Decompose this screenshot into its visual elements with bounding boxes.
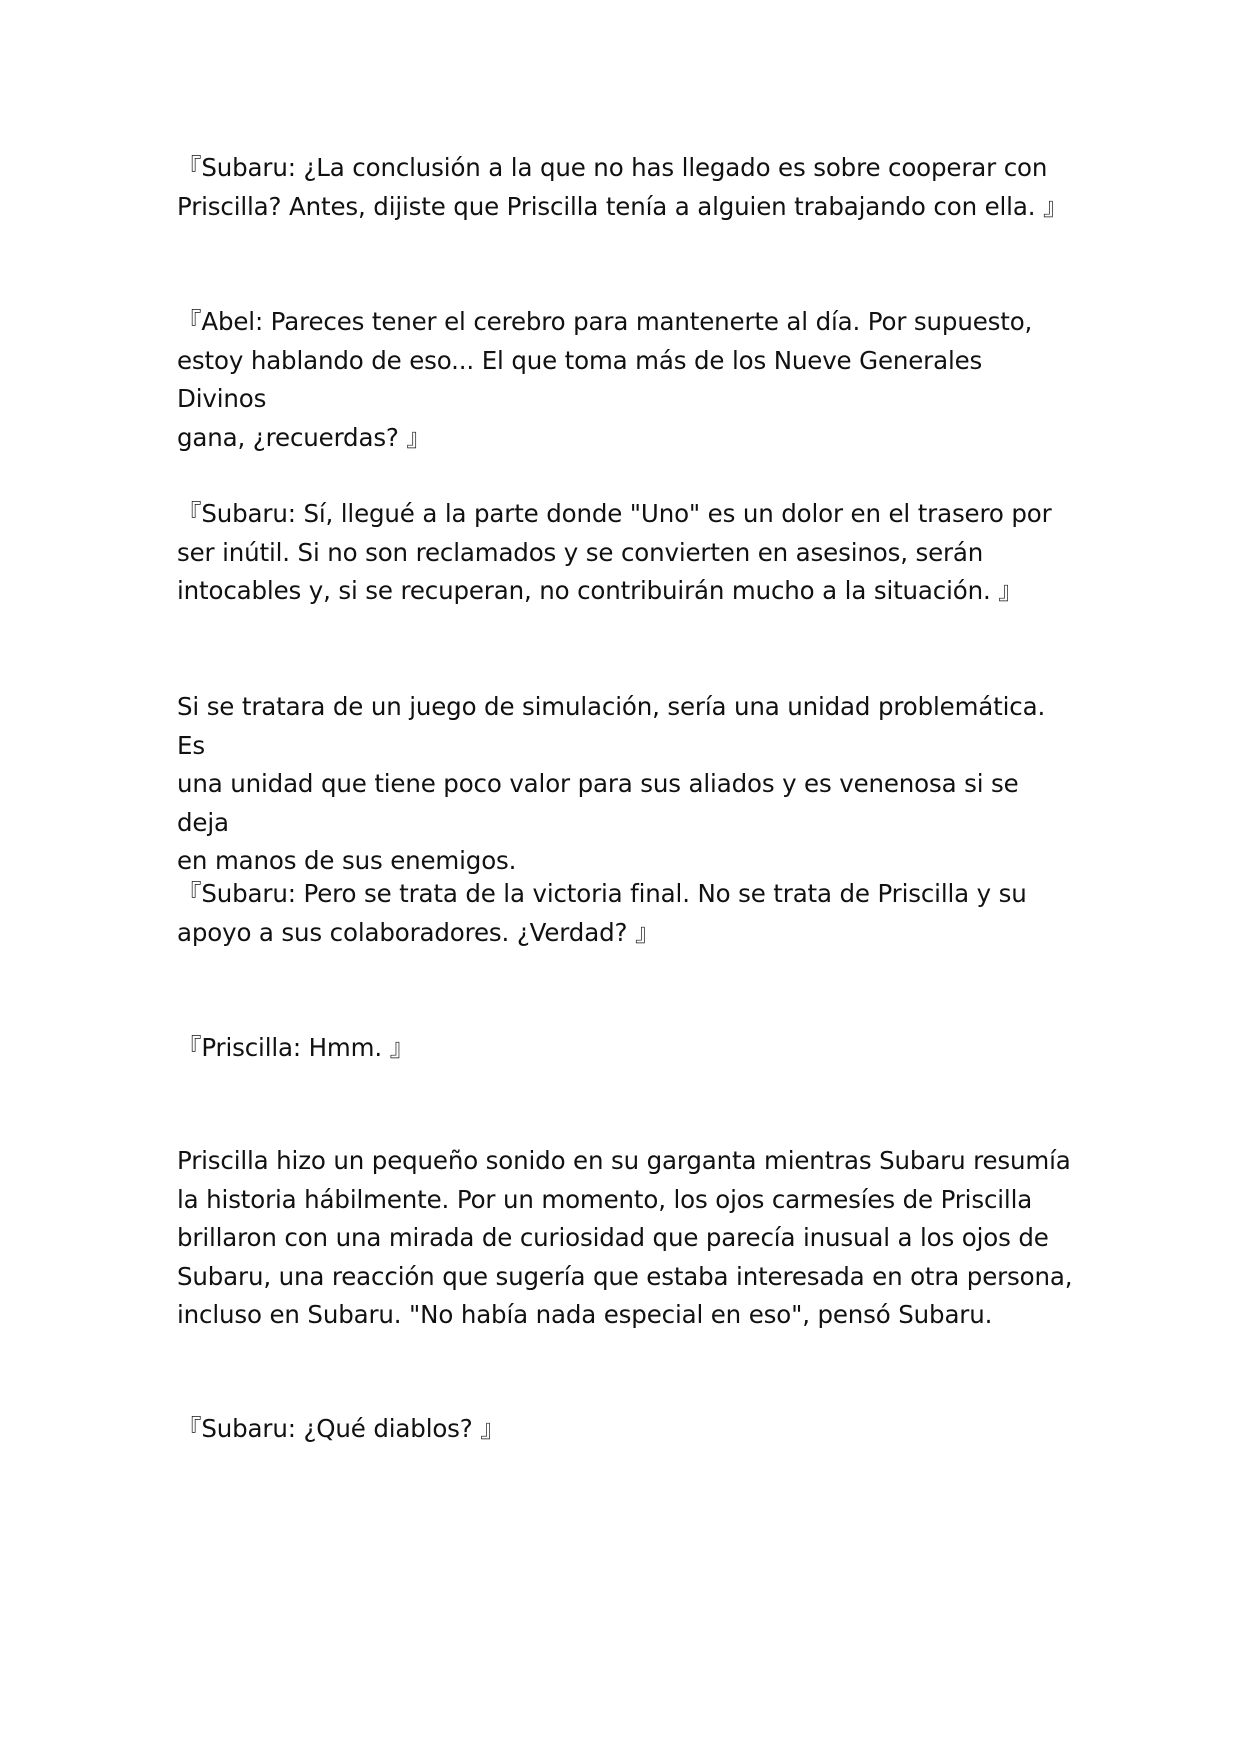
dialogue-paragraph: 『Subaru: ¿La conclusión a la que no has llegado es sobre cooperar con Priscilla? Antes, dijiste que Priscilla tenía a alguien trabajando con ella. 』 bbox=[177, 153, 1068, 221]
narration-paragraph: Si se tratara de un juego de simulación, sería una unidad problemática. Es una unidad que tiene poco valor para sus aliados y es venenosa si se deja en manos de sus enemigos. bbox=[177, 692, 1046, 875]
dialogue-paragraph: 『Subaru: Pero se trata de la victoria final. No se trata de Priscilla y su apoyo a sus colaboradores. ¿Verdad? 』 bbox=[177, 879, 1027, 947]
dialogue-paragraph: 『Subaru: ¿Qué diablos? 』 bbox=[177, 1414, 505, 1443]
dialogue-paragraph: 『Priscilla: Hmm. 』 bbox=[177, 1033, 414, 1062]
dialogue-paragraph: 『Abel: Pareces tener el cerebro para mantenerte al día. Por supuesto, estoy hablando de eso... El que toma más de los Nueve Generales Divinos gana, ¿recuerdas? 』 bbox=[177, 307, 1033, 452]
dialogue-paragraph: 『Subaru: Sí, llegué a la parte donde "Uno" es un dolor en el trasero por ser inútil. Si no son reclamados y se convierten en asesinos, serán intocables y, si se recuperan, no contribuirán mucho a la situación. 』 bbox=[177, 499, 1052, 605]
narration-paragraph: Priscilla hizo un pequeño sonido en su garganta mientras Subaru resumía la historia hábilmente. Por un momento, los ojos carmesíes de Priscilla brillaron con una mirada de curiosidad que parecía inusual a los ojos de Subaru, una reacción que sugería que estaba interesada en otra persona, incluso en Subaru. "No había nada especial en eso", pensó Subaru. bbox=[177, 1146, 1073, 1329]
